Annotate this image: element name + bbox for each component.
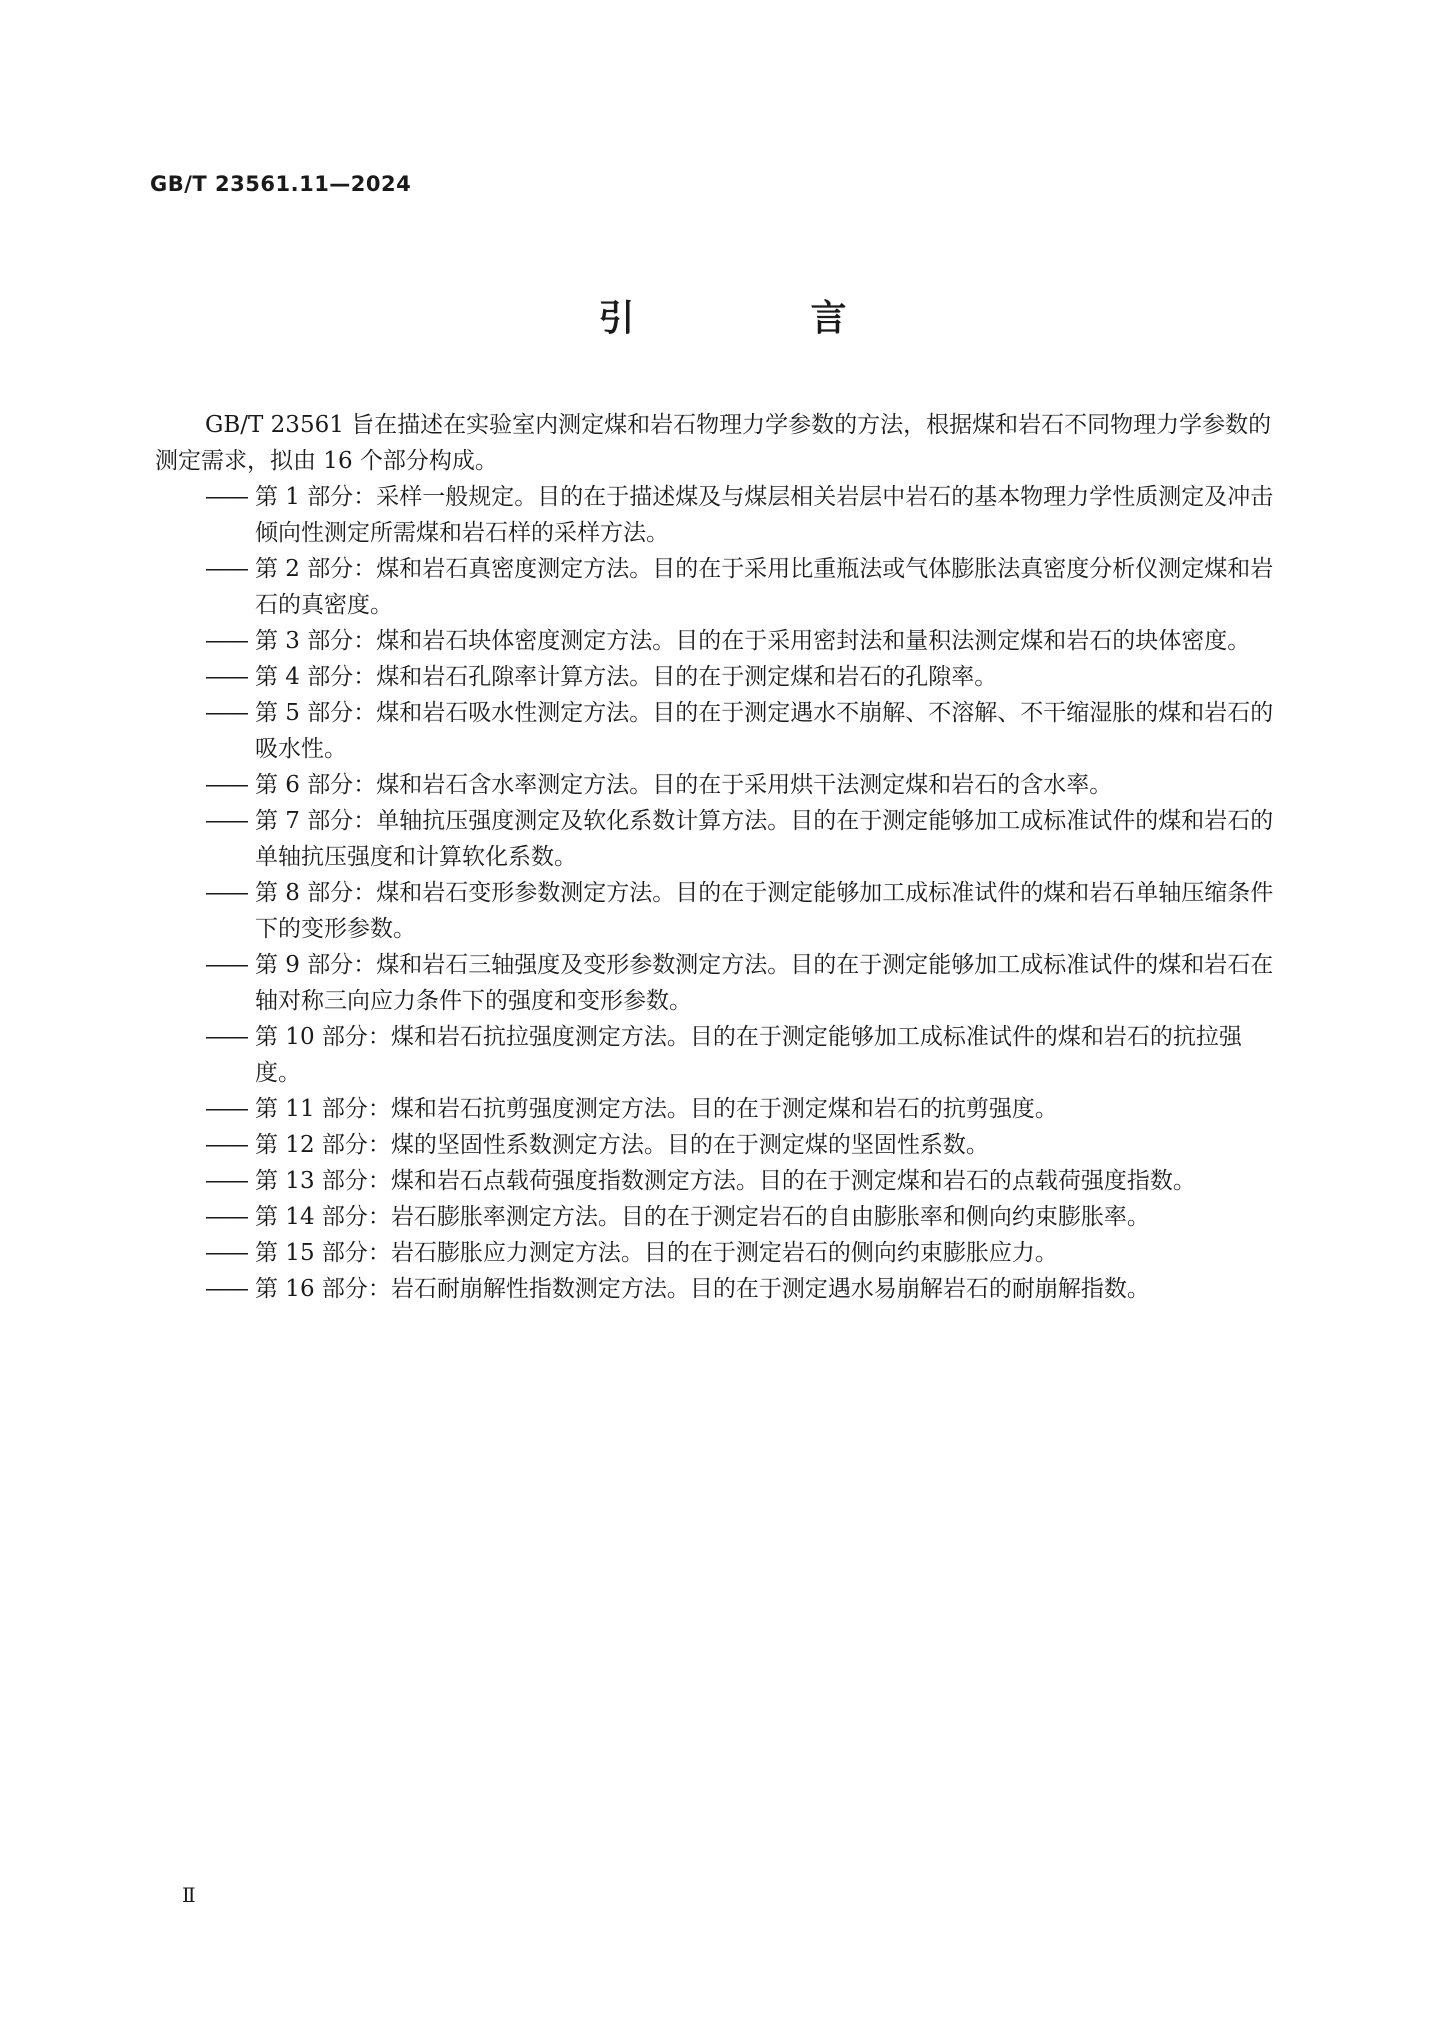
part-item (205, 1127, 1275, 1163)
part-text: 第 15 部分：岩石膨胀应力测定方法。目的在于测定岩石的侧向约束膨胀应力。 (255, 1240, 1058, 1266)
intro-paragraph: GB/T 23561 旨在描述在实验室内测定煤和岩石物理力学参数的方法，根据煤和岩石不同物理力学参数的测定需求，拟由 16 个部分构成。 (155, 412, 1272, 474)
part-item (205, 1163, 1275, 1199)
part-dash: —— (205, 664, 247, 690)
part-dash: —— (205, 1096, 247, 1122)
parts-list (205, 479, 1275, 1307)
part-text: 第 9 部分：煤和岩石三轴强度及变形参数测定方法。目的在于测定能够加工成标准试件的煤和岩石在轴对称三向应力条件下的强度和变形参数。 (255, 952, 1274, 1014)
part-dash: —— (205, 808, 247, 834)
part-item (205, 479, 1275, 551)
part-dash: —— (205, 1168, 247, 1194)
part-dash: —— (205, 952, 247, 978)
part-text: 第 14 部分：岩石膨胀率测定方法。目的在于测定岩石的自由膨胀率和侧向约束膨胀率。 (255, 1204, 1150, 1230)
part-text: 第 2 部分：煤和岩石真密度测定方法。目的在于采用比重瓶法或气体膨胀法真密度分析仪测定煤和岩石的真密度。 (255, 556, 1274, 618)
part-text: 第 8 部分：煤和岩石变形参数测定方法。目的在于测定能够加工成标准试件的煤和岩石单轴压缩条件下的变形参数。 (255, 880, 1274, 942)
part-text: 第 4 部分：煤和岩石孔隙率计算方法。目的在于测定煤和岩石的孔隙率。 (255, 664, 998, 690)
part-item (205, 623, 1275, 659)
part-dash: —— (205, 1132, 247, 1158)
document-body (155, 407, 1275, 1307)
part-item (205, 1091, 1275, 1127)
part-text: 第 10 部分：煤和岩石抗拉强度测定方法。目的在于测定能够加工成标准试件的煤和岩石的抗拉强度。 (255, 1024, 1242, 1086)
part-dash: —— (205, 700, 247, 726)
part-dash: —— (205, 880, 247, 906)
part-text: 第 5 部分：煤和岩石吸水性测定方法。目的在于测定遇水不崩解、不溶解、不干缩湿胀的煤和岩石的吸水性。 (255, 700, 1274, 762)
part-text: 第 1 部分：采样一般规定。目的在于描述煤及与煤层相关岩层中岩石的基本物理力学性质测定及冲击倾向性测定所需煤和岩石样的采样方法。 (255, 484, 1274, 546)
part-dash: —— (205, 772, 247, 798)
page-number: Ⅱ (182, 1883, 196, 1907)
part-item (205, 1235, 1275, 1271)
part-dash: —— (205, 1276, 247, 1302)
part-dash: —— (205, 628, 247, 654)
section-title: 引 言 (598, 298, 917, 339)
part-text: 第 7 部分：单轴抗压强度测定及软化系数计算方法。目的在于测定能够加工成标准试件的煤和岩石的单轴抗压强度和计算软化系数。 (255, 808, 1274, 870)
part-item (205, 1019, 1275, 1091)
part-text: 第 6 部分：煤和岩石含水率测定方法。目的在于采用烘干法测定煤和岩石的含水率。 (255, 772, 1113, 798)
document-number: GB/T 23561.11—2024 (150, 172, 412, 196)
part-dash: —— (205, 1240, 247, 1266)
part-item (205, 1271, 1275, 1307)
part-dash: —— (205, 556, 247, 582)
part-text: 第 3 部分：煤和岩石块体密度测定方法。目的在于采用密封法和量积法测定煤和岩石的块体密度。 (255, 628, 1251, 654)
part-text: 第 16 部分：岩石耐崩解性指数测定方法。目的在于测定遇水易崩解岩石的耐崩解指数。 (255, 1276, 1150, 1302)
part-text: 第 13 部分：煤和岩石点载荷强度指数测定方法。目的在于测定煤和岩石的点载荷强度指数。 (255, 1168, 1196, 1194)
part-item (205, 1199, 1275, 1235)
part-dash: —— (205, 484, 247, 510)
part-item (205, 875, 1275, 947)
part-dash: —— (205, 1204, 247, 1230)
part-item (205, 659, 1275, 695)
part-item (205, 695, 1275, 767)
part-text: 第 11 部分：煤和岩石抗剪强度测定方法。目的在于测定煤和岩石的抗剪强度。 (255, 1096, 1058, 1122)
part-item (205, 803, 1275, 875)
part-text: 第 12 部分：煤的坚固性系数测定方法。目的在于测定煤的坚固性系数。 (255, 1132, 989, 1158)
part-item (205, 947, 1275, 1019)
part-item (205, 767, 1275, 803)
part-dash: —— (205, 1024, 247, 1050)
part-item (205, 551, 1275, 623)
